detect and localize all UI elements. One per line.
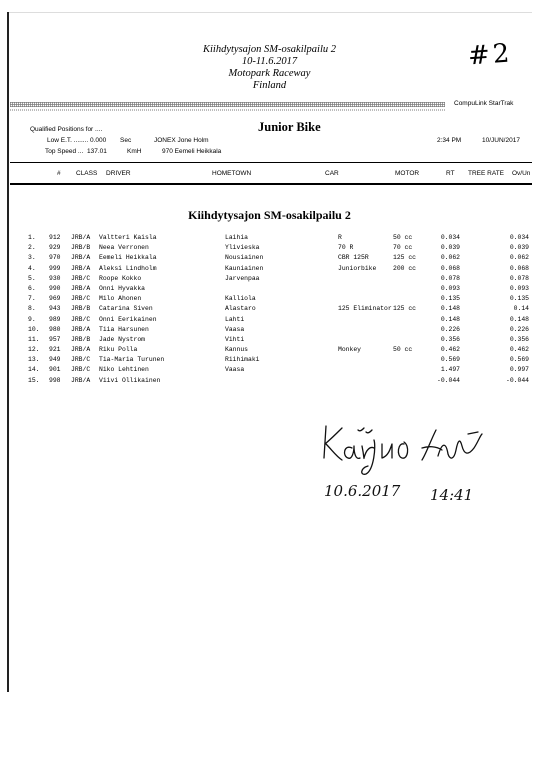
header-rule-top — [10, 162, 532, 163]
row-position: 5. — [28, 274, 36, 282]
event-venue: Motopark Raceway — [228, 68, 311, 79]
low-et-value: 0.000 — [90, 137, 107, 144]
row-rt: 0.039 — [440, 244, 460, 252]
row-position: 12. — [28, 346, 40, 354]
top-speed-driver: 970 Eemeli Heikkala — [162, 148, 222, 155]
row-rt: 1.497 — [440, 366, 460, 374]
top-speed-label: Top Speed ... — [45, 148, 84, 155]
col-header-driver: DRIVER — [106, 170, 131, 177]
row-class: JRB/A — [71, 234, 91, 241]
handwritten-page-mark: #2 — [467, 38, 514, 72]
col-header-ovun: Ov/Un — [512, 170, 531, 177]
row-position: 9. — [28, 315, 36, 323]
row-rt: 0.226 — [440, 325, 460, 333]
row-number: 990 — [49, 284, 61, 292]
row-position: 1. — [28, 234, 36, 241]
row-hometown: Alastaro — [225, 305, 256, 313]
row-position: 4. — [28, 264, 36, 272]
col-header-number: # — [57, 170, 61, 177]
row-hometown: Riihimaki — [225, 356, 260, 364]
table-row — [0, 254, 539, 264]
row-position: 14. — [28, 366, 40, 374]
row-number: 912 — [49, 234, 61, 241]
row-position: 15. — [28, 376, 40, 384]
row-number: 930 — [49, 274, 61, 282]
event-title: Kiihdytysajon SM-osakilpailu 2 — [203, 44, 336, 55]
row-hometown: Vaasa — [225, 366, 245, 374]
row-position: 10. — [28, 325, 40, 333]
row-motor: 125 cc — [393, 305, 417, 313]
signature-time: 14:41 — [430, 486, 474, 504]
row-class: JRB/A — [71, 325, 91, 333]
row-driver: Roope Kokko — [99, 274, 142, 282]
dotted-separator-lower — [10, 109, 445, 111]
row-hometown: Kannus — [225, 346, 249, 354]
row-hometown: Jarvenpaa — [225, 274, 260, 282]
col-header-motor: MOTOR — [395, 170, 420, 177]
row-ovun: 0.068 — [509, 264, 529, 272]
row-class: JRB/B — [71, 305, 91, 313]
qualified-label: Qualified Positions for .... — [30, 126, 103, 133]
row-motor: 50 cc — [393, 346, 413, 354]
col-header-rt: RT — [446, 170, 455, 177]
event-dates: 10-11.6.2017 — [241, 56, 298, 67]
table-row — [0, 356, 539, 366]
table-row — [0, 244, 539, 254]
row-ovun: 0.569 — [509, 356, 529, 364]
row-number: 957 — [49, 335, 61, 343]
row-position: 11. — [28, 335, 40, 343]
row-class: JRB/B — [71, 335, 91, 343]
table-row — [0, 285, 539, 295]
row-ovun: 0.356 — [509, 335, 529, 343]
row-class: JRB/C — [71, 274, 91, 282]
row-class: JRB/A — [71, 346, 91, 354]
row-driver: Tiia Harsunen — [99, 325, 149, 333]
event-country: Finland — [252, 80, 287, 91]
row-position: 2. — [28, 244, 36, 252]
row-number: 999 — [49, 264, 61, 272]
row-driver: Riku Polla — [99, 346, 138, 354]
row-hometown: Lahti — [225, 315, 245, 323]
row-rt: 0.034 — [440, 234, 460, 241]
print-time: 2:34 PM — [437, 137, 462, 144]
row-rt: 0.078 — [440, 274, 460, 282]
row-ovun: 0.462 — [509, 346, 529, 354]
row-motor: 125 cc — [393, 254, 417, 262]
row-hometown: Ylivieska — [225, 244, 260, 252]
table-row — [0, 346, 539, 356]
row-driver: Viivi Ollikainen — [99, 376, 161, 384]
row-class: JRB/C — [71, 315, 91, 323]
col-header-class: CLASS — [76, 170, 98, 177]
row-driver: Valtteri Kaisla — [99, 234, 157, 241]
row-class: JRB/C — [71, 295, 91, 303]
row-rt: 0.569 — [440, 356, 460, 364]
table-row — [0, 305, 539, 315]
event-header — [0, 44, 539, 92]
row-position: 3. — [28, 254, 36, 262]
row-rt: 0.462 — [440, 346, 460, 354]
row-rt: 0.068 — [440, 264, 460, 272]
low-et-team: JONEX Jone Holm — [154, 137, 209, 144]
table-row — [0, 295, 539, 305]
row-rt: 0.093 — [440, 284, 460, 292]
row-rt: 0.135 — [440, 295, 460, 303]
row-driver: Milo Ahonen — [99, 295, 142, 303]
row-ovun: 0.148 — [509, 315, 529, 323]
results-title: Kiihdytysajon SM-osakilpailu 2 — [188, 208, 351, 222]
print-date: 10/JUN/2017 — [482, 137, 520, 144]
row-car: 70 R — [338, 244, 354, 252]
row-driver: Aleksi Lindholm — [99, 264, 157, 272]
row-driver: Tia-Maria Turunen — [99, 356, 165, 364]
table-row — [0, 366, 539, 376]
page-top-edge — [7, 12, 532, 13]
table-row — [0, 336, 539, 346]
header-rule-bottom — [10, 183, 532, 185]
row-class: JRB/A — [71, 284, 91, 292]
row-car: Monkey — [338, 346, 362, 354]
row-driver: Eemeli Heikkala — [99, 254, 157, 262]
row-position: 6. — [28, 284, 36, 292]
row-number: 921 — [49, 346, 61, 354]
row-ovun: 0.034 — [509, 234, 529, 241]
row-rt: 0.356 — [440, 335, 460, 343]
row-rt: -0.044 — [436, 376, 460, 384]
row-class: JRB/A — [71, 254, 91, 262]
low-et-label: Low E.T. ........ — [47, 137, 89, 144]
row-position: 13. — [28, 356, 40, 364]
col-header-hometown: HOMETOWN — [212, 170, 252, 177]
row-car: R — [338, 234, 342, 241]
row-number: 901 — [49, 366, 61, 374]
row-driver: Jade Nystrom — [99, 335, 146, 343]
row-number: 949 — [49, 356, 61, 364]
row-driver: Catarina Siven — [99, 305, 153, 313]
row-number: 943 — [49, 305, 61, 313]
row-rt: 0.062 — [440, 254, 460, 262]
row-ovun: 0.039 — [509, 244, 529, 252]
row-hometown: Vihti — [225, 335, 245, 343]
row-number: 998 — [49, 376, 61, 384]
row-number: 969 — [49, 295, 61, 303]
row-class: JRB/C — [71, 366, 91, 374]
row-ovun: 0.226 — [509, 325, 529, 333]
row-hometown: Nousiainen — [225, 254, 264, 262]
row-ovun: 0.14 — [513, 305, 529, 313]
row-position: 7. — [28, 295, 36, 303]
row-motor: 50 cc — [393, 234, 413, 241]
row-class: JRB/B — [71, 244, 91, 252]
top-speed-unit: KmH — [127, 148, 142, 155]
row-class: JRB/A — [71, 264, 91, 272]
table-row — [0, 377, 539, 387]
col-header-tree-rate: TREE RATE — [468, 170, 504, 177]
row-hometown: Laihia — [225, 234, 249, 241]
row-driver: Niko Lehtinen — [99, 366, 149, 374]
row-number: 970 — [49, 254, 61, 262]
row-number: 980 — [49, 325, 61, 333]
table-row — [0, 265, 539, 275]
row-rt: 0.148 — [440, 315, 460, 323]
row-driver: Onni Eerikainen — [99, 315, 157, 323]
row-hometown: Kauniainen — [225, 264, 264, 272]
handwritten-signature — [318, 420, 498, 510]
table-row — [0, 275, 539, 285]
table-row — [0, 316, 539, 326]
table-row — [0, 326, 539, 336]
col-header-car: CAR — [325, 170, 339, 177]
table-row — [0, 234, 539, 244]
row-ovun: -0.044 — [505, 376, 529, 384]
row-rt: 0.148 — [440, 305, 460, 313]
top-speed-value: 137.01 — [87, 148, 107, 155]
row-motor: 70 cc — [393, 244, 413, 252]
row-driver: Neea Verronen — [99, 244, 149, 252]
signature-date: 10.6.2017 — [324, 482, 401, 500]
row-ovun: 0.078 — [509, 274, 529, 282]
row-motor: 200 cc — [393, 264, 417, 272]
results-table — [0, 234, 539, 387]
row-hometown: Kalliola — [225, 295, 256, 303]
row-class: JRB/C — [71, 356, 91, 364]
row-number: 989 — [49, 315, 61, 323]
class-title: Junior Bike — [258, 120, 321, 134]
dotted-separator — [10, 102, 445, 107]
row-ovun: 0.997 — [509, 366, 529, 374]
row-class: JRB/A — [71, 376, 91, 384]
row-car: 125 Eliminator — [338, 305, 392, 313]
row-driver: Onni Hyvakka — [99, 284, 146, 292]
timing-system-label: CompuLink StarTrak — [454, 100, 514, 107]
row-car: Juniorbike — [338, 264, 377, 272]
row-ovun: 0.135 — [509, 295, 529, 303]
row-position: 8. — [28, 305, 36, 313]
row-number: 929 — [49, 244, 61, 252]
row-hometown: Vaasa — [225, 325, 245, 333]
row-ovun: 0.062 — [509, 254, 529, 262]
low-et-unit: Sec — [120, 137, 132, 144]
row-car: CBR 125R — [338, 254, 369, 262]
row-ovun: 0.093 — [509, 284, 529, 292]
